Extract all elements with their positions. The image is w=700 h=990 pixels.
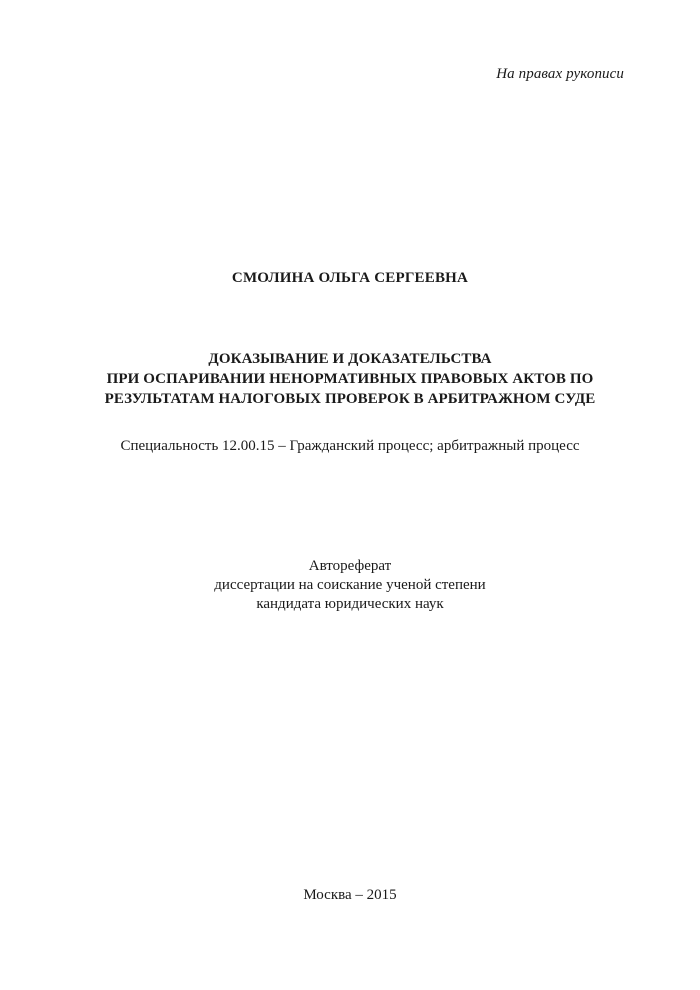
rights-note: На правах рукописи bbox=[496, 66, 624, 82]
degree-line-3: кандидата юридических наук bbox=[256, 596, 444, 612]
city-year: Москва – 2015 bbox=[303, 887, 397, 903]
degree-block bbox=[0, 557, 700, 614]
degree-line-1: Автореферат bbox=[308, 558, 392, 574]
author-name: СМОЛИНА ОЛЬГА СЕРГЕЕВНА bbox=[231, 270, 469, 286]
title-line-2: ПРИ ОСПАРИВАНИИ НЕНОРМАТИВНЫХ ПРАВОВЫХ АКТОВ ПО bbox=[106, 371, 594, 387]
degree-line-2: диссертации на соискание ученой степени bbox=[214, 577, 486, 593]
dissertation-title bbox=[0, 349, 700, 409]
title-line-3: РЕЗУЛЬТАТАМ НАЛОГОВЫХ ПРОВЕРОК В АРБИТРАЖНОМ СУДЕ bbox=[104, 391, 596, 407]
title-line-1: ДОКАЗЫВАНИЕ И ДОКАЗАТЕЛЬСТВА bbox=[208, 351, 492, 367]
specialty-line: Специальность 12.00.15 – Гражданский процесс; арбитражный процесс bbox=[120, 438, 580, 454]
